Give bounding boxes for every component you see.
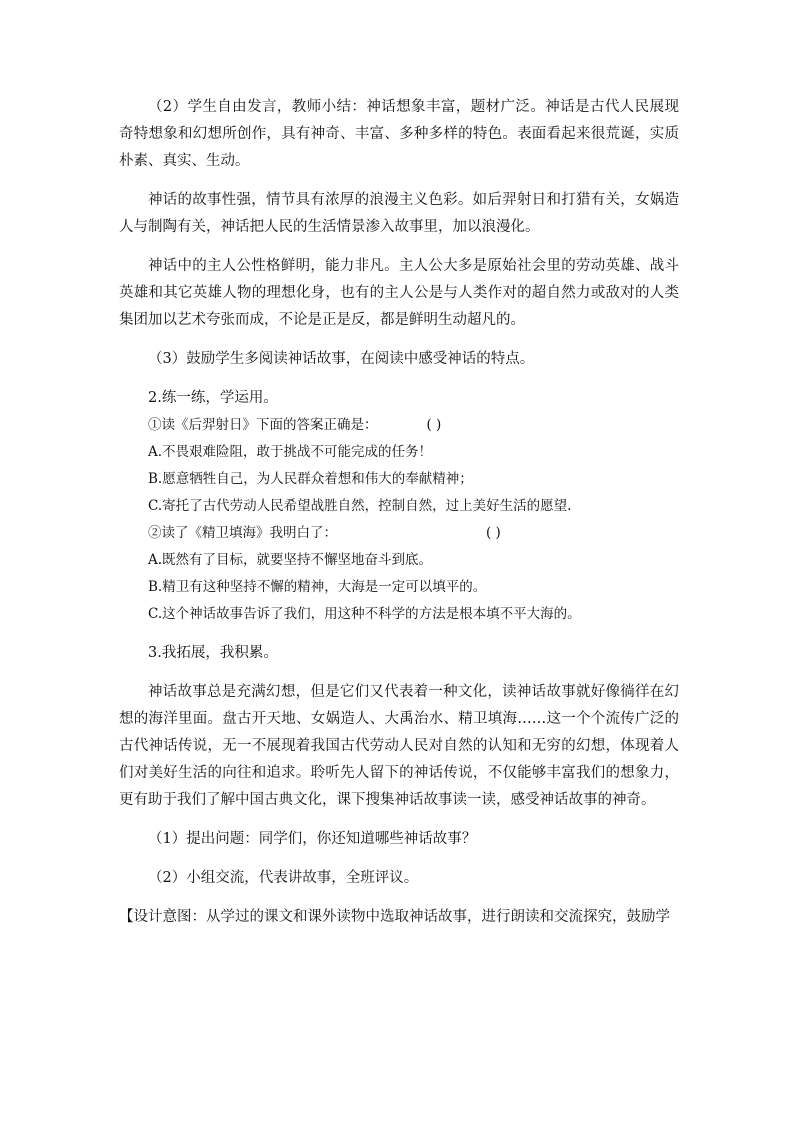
question-2-option-a: A.既然有了目标，就要坚持不懈坚地奋斗到底。 [148, 552, 433, 568]
paragraph-summary: （2）学生自由发言，教师小结：神话想象丰富，题材广泛。神话是古代人民展现奇特想象和幻想所创作，具有神奇、丰富、多种多样的特色。表面看起来很荒诞，实质朴素、真实、生动。 [119, 99, 679, 169]
question-1-option-c: C.寄托了古代劳动人民希望战胜自然，控制自然，过上美好生活的愿望. [148, 498, 572, 514]
question-1-text: ①读《后羿射日》下面的答案正确是： [148, 417, 378, 433]
paragraph-hero-nature: 神话中的主人公性格鲜明，能力非凡。主人公大多是原始社会里的劳动英雄、战斗英雄和其它英雄人物的理想化身，也有的主人公是与人类作对的超自然力或敌对的人类集团加以艺术夸张而成，不论是正是反，都是鲜明生动超凡的。 [119, 258, 679, 328]
question-2-answer-bracket: ( ) [486, 525, 501, 541]
section-heading-extend: 3.我拓展，我积累。 [148, 645, 278, 661]
paragraph-myth-culture: 神话故事总是充满幻想，但是它们又代表着一种文化，读神话故事就好像徜徉在幻想的海洋里面。盘古开天地、女娲造人、大禹治水、精卫填海……这一个个流传广泛的古代神话传说，无一不展现着我国古代劳动人民对自然的认知和无穷的幻想，体现着人们对美好生活的向往和追求。聆听先人留下的神话传说，不仅能够丰富我们的想象力，更有助于我们了解中国古典文化，课下搜集神话故事读一读，感受神话故事的神奇。 [119, 684, 679, 808]
question-2-option-b: B.精卫有这种坚持不懈的精神，大海是一定可以填平的。 [148, 579, 487, 595]
paragraph-ask-question: （1）提出问题：同学们，你还知道哪些神话故事？ [148, 831, 477, 847]
document-body [119, 94, 679, 931]
question-1 [119, 412, 679, 439]
question-2 [119, 520, 679, 547]
paragraph-group-exchange: （2）小组交流，代表讲故事，全班评议。 [148, 870, 419, 886]
paragraph-encourage-reading: （3）鼓励学生多阅读神话故事，在阅读中感受神话的特点。 [148, 351, 535, 367]
question-2-text: ②读了《精卫填海》我明白了： [148, 525, 337, 541]
question-1-option-b: B.愿意牺牲自己，为人民群众着想和伟大的奉献精神； [148, 471, 473, 487]
paragraph-design-intent: 【设计意图：从学过的课文和课外读物中选取神话故事，进行朗读和交流探究，鼓励学 [119, 909, 670, 925]
question-1-answer-bracket: ( ) [426, 417, 442, 433]
question-2-option-c: C.这个神话故事告诉了我们，用这种不科学的方法是根本填不平大海的。 [148, 606, 581, 622]
section-heading-practice: 2.练一练，学运用。 [148, 390, 278, 406]
paragraph-story-nature: 神话的故事性强，情节具有浓厚的浪漫主义色彩。如后羿射日和打猎有关，女娲造人与制陶有关，神话把人民的生活情景渗入故事里，加以浪漫化。 [119, 192, 679, 235]
question-1-option-a: A.不畏艰难险阻，敢于挑战不可能完成的任务！ [148, 444, 433, 460]
